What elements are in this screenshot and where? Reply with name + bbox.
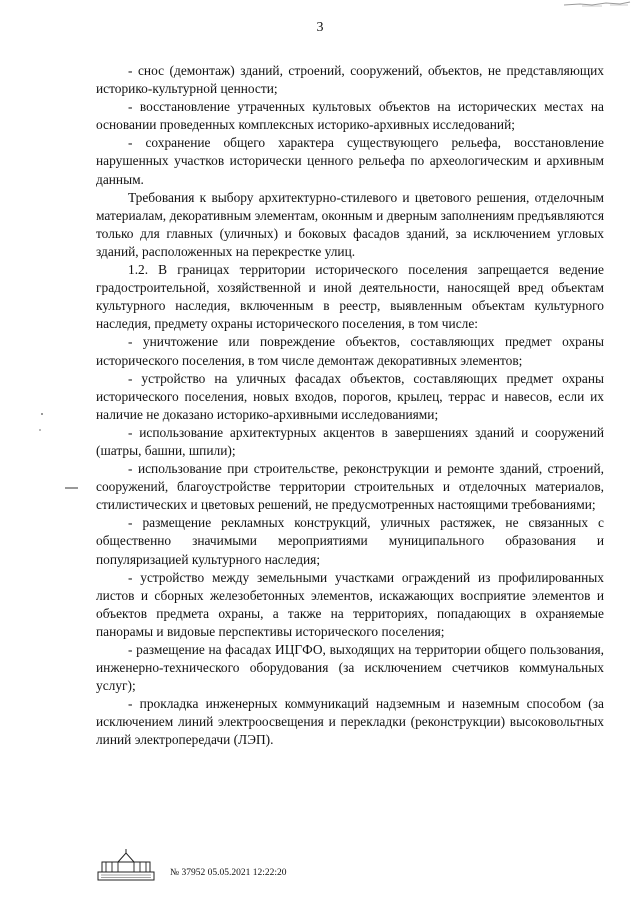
paragraph-fences: - устройство между земельными участками ограждений из профилированных листов и сборных железобетонных элементов, искажающих восприятие элементов и объектов предмета охраны, а также на территориях, попадающих в охраняемые панорамы и видовые перспективы исторического поселения; [96, 569, 604, 639]
paragraph-demolition: - снос (демонтаж) зданий, строений, сооружений, объектов, не представляющих историко-культурной ценности; [96, 63, 604, 97]
scan-artifact [562, 0, 632, 8]
document-footer [96, 848, 396, 888]
paragraph-section-1-2: 1.2. В границах территории исторического поселения запрещается ведение градостроительной, хозяйственной и иной деятельности, наносящей вред объектам культурного наследия, включенным в реестр, выявленным объектам культурного наследия, предмету охраны исторического поселения, в том числе: [96, 262, 604, 332]
paragraph-requirements: Требования к выбору архитектурно-стилевого и цветового решения, отделочным материалам, декоративным элементам, оконным и дверным заполнениям предъявляются только для главных (уличных) и боковых фасадов зданий, за исключением угловых зданий, расположенных на перекрестке улиц. [96, 189, 604, 259]
document-reference: № 37952 05.05.2021 12:22:20 [170, 868, 287, 878]
paragraph-materials: - использование при строительстве, реконструкции и ремонте зданий, строений, сооружений, благоустройстве территории строительных и отделочных материалов, стилистических и цветовых решений, не предусмотренных настоящими требованиями; [96, 461, 604, 513]
paragraph-advertising: - размещение рекламных конструкций, уличных растяжек, не связанных с общественно значимыми мероприятиями муниципального образования и популяризацией культурного наследия; [96, 515, 604, 567]
paragraph-restoration: - восстановление утраченных культовых объектов на исторических местах на основании проведенных комплексных историко-архивных исследований; [96, 99, 604, 133]
paragraph-relief: - сохранение общего характера существующего рельефа, восстановление нарушенных участков исторически ценного рельефа по археологическим и архивным данным. [96, 135, 604, 187]
paragraph-utilities: - прокладка инженерных коммуникаций надземным и наземным способом (за исключением линий электроосвещения и перекладки (реконструкции) высоковольтных линий электропередачи (ЛЭП). [96, 696, 604, 748]
paragraph-destruction: - уничтожение или повреждение объектов, составляющих предмет охраны исторического поселения, в том числе демонтаж декоративных элементов; [96, 334, 604, 368]
margin-speck [64, 484, 80, 492]
paragraph-entrances: - устройство на уличных фасадах объектов, составляющих предмет охраны исторического поселения, новых входов, порогов, крылец, террас и навесов, если их наличие не доказано историко-архивными исследованиями; [96, 370, 604, 422]
margin-speck [36, 410, 50, 440]
paragraph-accents: - использование архитектурных акцентов в завершениях зданий и сооружений (шатры, башни, шпили); [96, 424, 604, 458]
document-body [96, 62, 604, 750]
building-emblem-icon [96, 848, 156, 882]
paragraph-equipment: - размещение на фасадах ИЦГФО, выходящих на территории общего пользования, инженерно-технического оборудования (за исключением счетчиков коммунальных услуг); [96, 642, 604, 694]
page-number: 3 [316, 20, 324, 35]
